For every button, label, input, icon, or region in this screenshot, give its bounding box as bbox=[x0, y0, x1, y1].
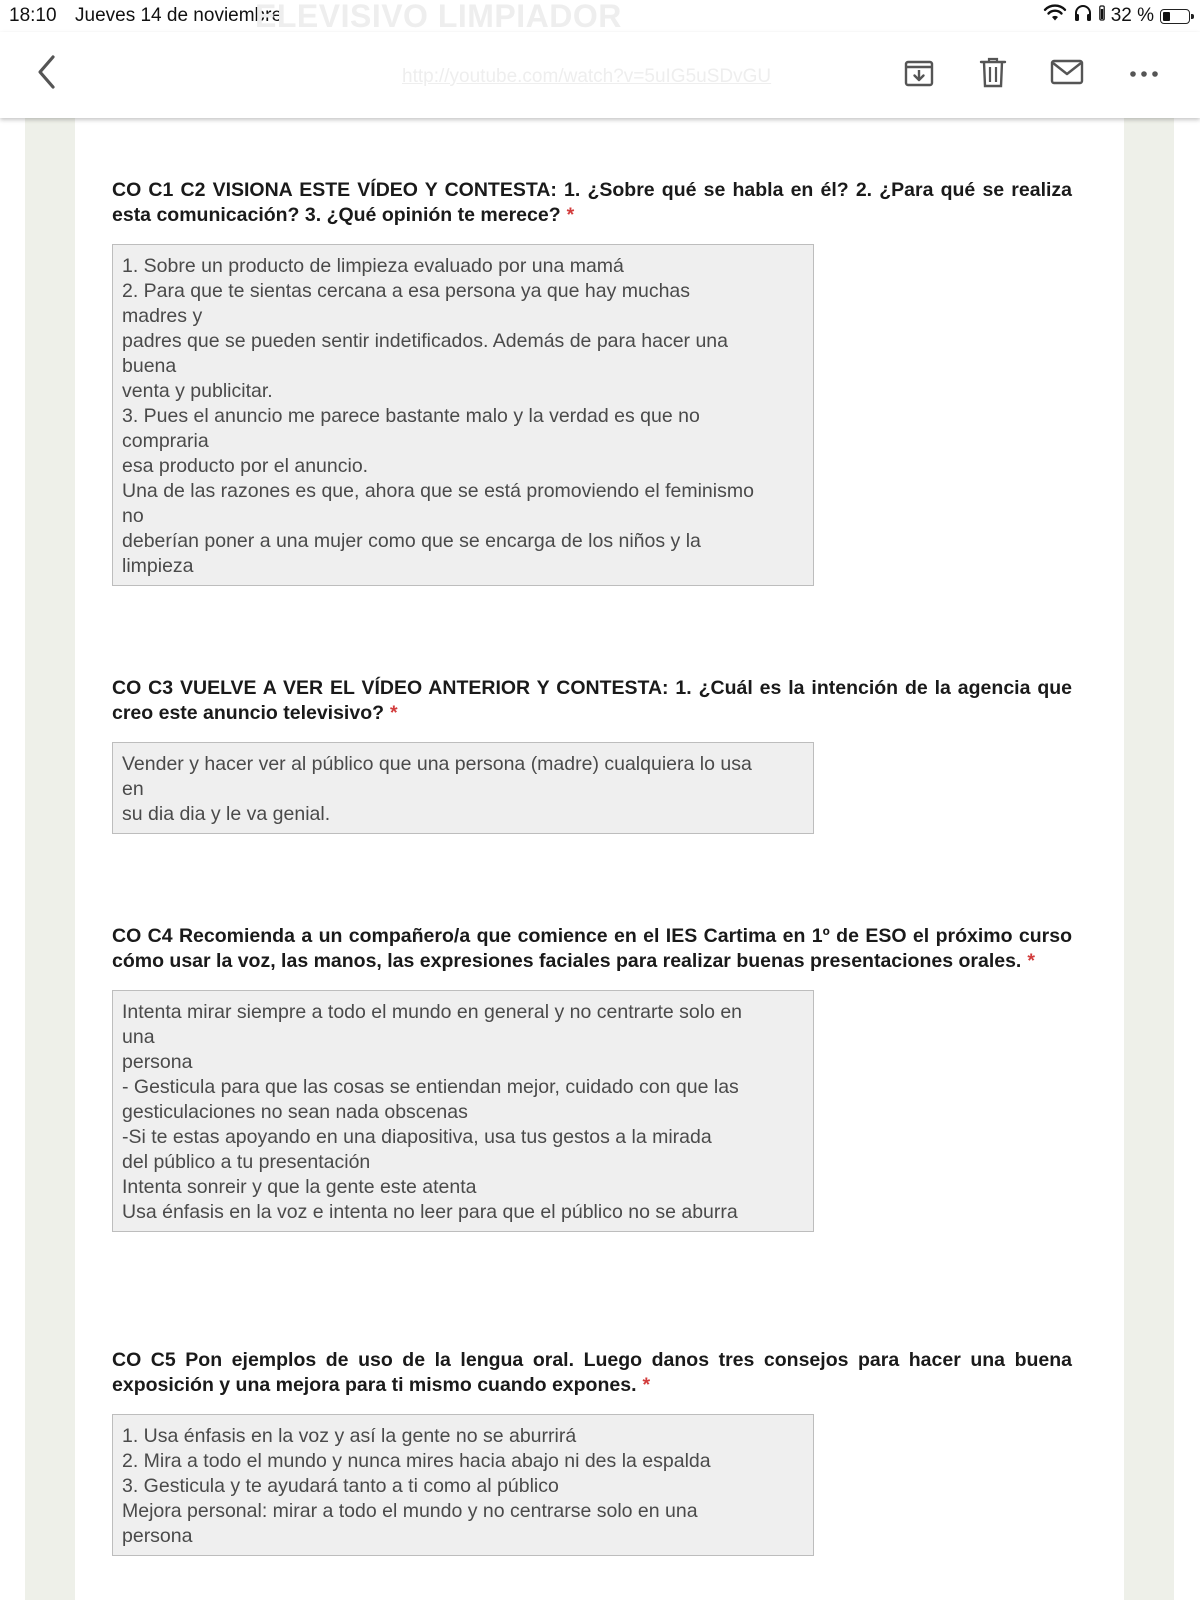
background-page-url: http://youtube.com/watch?v=5uIG5uSDvGU bbox=[402, 66, 772, 87]
required-marker: * bbox=[390, 702, 398, 724]
question-title: CO C5 Pon ejemplos de uso de la lengua oral. Luego danos tres consejos para hacer una buena exposición y una mejora para ti mismo cuando expones. * bbox=[112, 1349, 1072, 1396]
background-page-title: ELEVISIVO LIMPIADOR bbox=[255, 0, 622, 34]
mail-button[interactable] bbox=[1047, 54, 1087, 94]
required-marker: * bbox=[642, 1374, 651, 1396]
page-frame-right bbox=[1124, 118, 1174, 1600]
archive-button[interactable] bbox=[899, 54, 939, 94]
question-title: CO C3 VUELVE A VER EL VÍDEO ANTERIOR Y CONTESTA: 1. ¿Cuál es la intención de la agencia que creo este anuncio televisivo? * bbox=[112, 677, 1072, 724]
page-frame-left bbox=[25, 118, 75, 1600]
status-time: 18:10 bbox=[9, 5, 57, 26]
wifi-icon bbox=[1043, 4, 1067, 28]
mail-toolbar bbox=[0, 32, 1200, 118]
more-icon bbox=[1129, 65, 1159, 83]
status-bar bbox=[0, 0, 1200, 32]
question-title: CO C1 C2 VISIONA ESTE VÍDEO Y CONTESTA: 1. ¿Sobre qué se habla en él? 2. ¿Para qué se realiza esta comunicación? 3. ¿Qué opinión te merece? * bbox=[112, 179, 1072, 226]
answer-field[interactable]: 1. Usa énfasis en la voz y así la gente no se aburrirá 2. Mira a todo el mundo y nunca mires hacia abajo ni des la espalda 3. Gesticula y te ayudará tanto a ti como al público Mejora personal: mirar a todo el mundo y no centrarse solo en una persona bbox=[112, 1414, 814, 1556]
delete-button[interactable] bbox=[973, 54, 1013, 94]
question-title: CO C4 Recomienda a un compañero/a que comience en el IES Cartima en 1º de ESO el próximo curso cómo usar la voz, las manos, las expresiones faciales para realizar buenas presentaciones orales. * bbox=[112, 925, 1072, 972]
question-c1-c2 bbox=[112, 178, 1072, 586]
back-button[interactable] bbox=[27, 54, 67, 94]
battery-percentage: 32 % bbox=[1110, 5, 1154, 26]
question-c5 bbox=[112, 1348, 1072, 1556]
status-indicators bbox=[1043, 4, 1190, 28]
headphones-icon bbox=[1073, 4, 1093, 28]
required-marker: * bbox=[1027, 950, 1035, 972]
required-marker: * bbox=[566, 204, 575, 226]
more-button[interactable] bbox=[1124, 54, 1164, 94]
battery-icon bbox=[1160, 9, 1190, 24]
archive-icon bbox=[903, 56, 935, 93]
headphones-battery-icon bbox=[1099, 5, 1105, 27]
mail-icon bbox=[1050, 58, 1084, 91]
question-c3 bbox=[112, 676, 1072, 834]
chevron-left-icon bbox=[34, 54, 60, 95]
answer-field[interactable]: 1. Sobre un producto de limpieza evaluado por una mamá 2. Para que te sientas cercana a esa persona ya que hay muchas madres y padres que se pueden sentir indetificados. Además de para hacer una buena venta y publicitar. 3. Pues el anuncio me parece bastante malo y la verdad es que no compraria esa producto por el anuncio. Una de las razones es que, ahora que se está promoviendo el feminismo no deberían poner a una mujer como que se encarga de los niños y la limpieza bbox=[112, 244, 814, 586]
question-c4 bbox=[112, 924, 1072, 1232]
trash-icon bbox=[978, 56, 1008, 93]
status-date: Jueves 14 de noviembre bbox=[75, 5, 283, 26]
answer-field[interactable]: Vender y hacer ver al público que una persona (madre) cualquiera lo usa en su dia dia y le va genial. bbox=[112, 742, 814, 834]
answer-field[interactable]: Intenta mirar siempre a todo el mundo en general y no centrarte solo en una persona - Gesticula para que las cosas se entiendan mejor, cuidado con que las gesticulaciones no sean nada obscenas -Si te estas apoyando en una diapositiva, usa tus gestos a la mirada del público a tu presentación Intenta sonreir y que la gente este atenta Usa énfasis en la voz e intenta no leer para que el público no se aburra bbox=[112, 990, 814, 1232]
